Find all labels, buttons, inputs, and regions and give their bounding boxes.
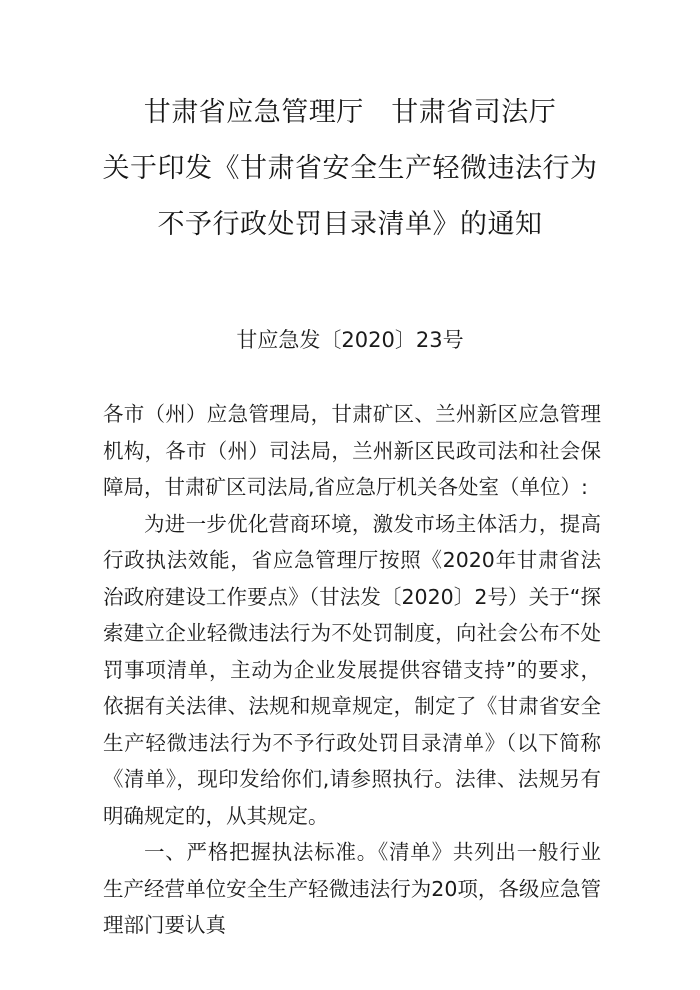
title-line-1: 甘肃省应急管理厅 甘肃省司法厅 bbox=[143, 97, 557, 128]
title-line-3: 不予行政处罚目录清单》的通知 bbox=[157, 209, 543, 240]
recipients-paragraph: 各市（州）应急管理局，甘肃矿区、兰州新区应急管理机构，各市（州）司法局，兰州新区民政司法和社会保障局，甘肃矿区司法局,省应急厅机关各处室（单位）: bbox=[103, 402, 601, 499]
body-paragraph: 为进一步优化营商环境，激发市场主体活力，提高行政执法效能，省应急管理厅按照《2020年甘肃省法治政府建设工作要点》（甘法发〔2020〕2号）关于“探索建立企业轻微违法行为不处罚制度，向社会公布不处罚事项清单，主动为企业发展提供容错支持”的要求，依据有关法律、法规和规章规定，制定了《甘肃省安全生产轻微违法行为不予行政处罚目录清单》（以下简称《清单》，现印发给你们,请参照执行。法律、法规另有明确规定的，从其规定。 bbox=[103, 511, 601, 828]
document-body bbox=[103, 396, 601, 944]
document-number: 甘应急发〔2020〕23号 bbox=[236, 328, 464, 352]
body-paragraph: 一、严格把握执法标准。《清单》共列出一般行业生产经营单位安全生产轻微违法行为20项，各级应急管理部门要认真 bbox=[103, 840, 601, 937]
title-line-2: 关于印发《甘肃省安全生产轻微违法行为 bbox=[102, 153, 598, 184]
